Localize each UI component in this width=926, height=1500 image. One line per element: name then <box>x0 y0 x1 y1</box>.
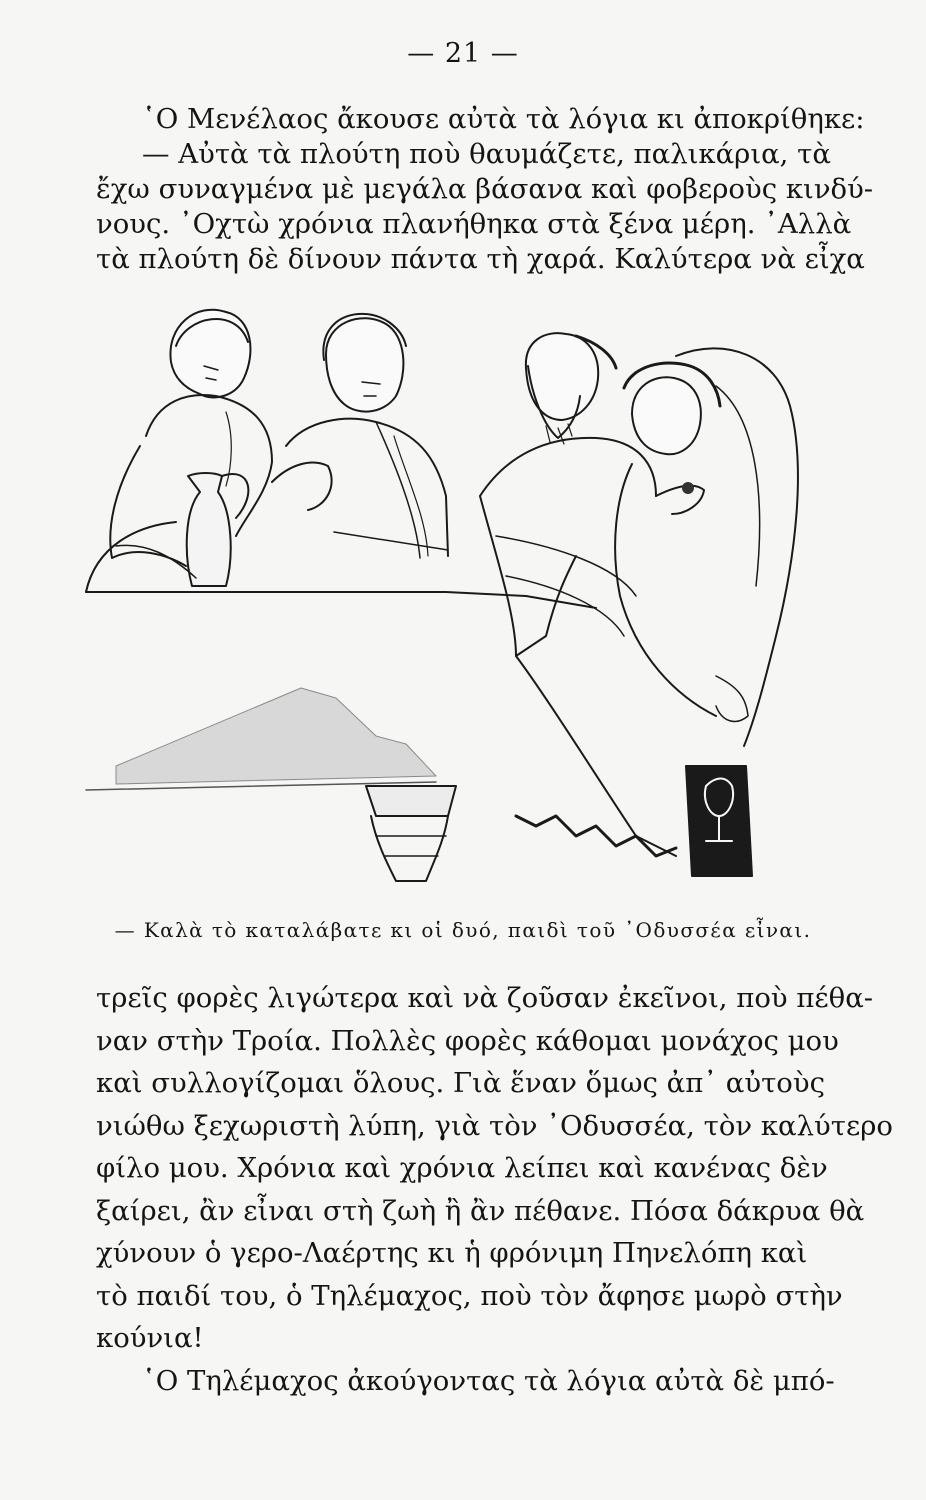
text-line: ῾Ο Τηλέμαχος ἀκούγοντας τὰ λόγια αὐτὰ δὲ μπό- <box>142 1364 835 1397</box>
text-line: τρεῖς φορὲς λιγώτερα καὶ νὰ ζοῦσαν ἐκεῖνοι, ποὺ πέθα- <box>96 982 874 1014</box>
text-line: ξαίρει, ἂν εἶναι στὴ ζωὴ ἢ ἂν πέθανε. Πόσα δάκρυα θὰ <box>96 1194 865 1227</box>
text-line: ἔχω συναγμένα μὲ μεγάλα βάσανα καὶ φοβεροὺς κινδύ- <box>96 173 874 205</box>
page-number: — 21 — <box>407 38 519 69</box>
text-line: ῾Ο Μενέλαος ἄκουσε αὐτὰ τὰ λόγια κι ἀποκρίθηκε: <box>142 103 865 135</box>
text-line: καὶ συλλογίζομαι ὅλους. Γιὰ ἕναν ὅμως ἀπ᾿ αὐτοὺς <box>96 1067 825 1099</box>
text-line: ναν στὴν Τροία. Πολλὲς φορὲς κάθομαι μονάχος μου <box>96 1024 839 1057</box>
text-line: νους. ᾿Οχτὼ χρόνια πλανήθηκα στὰ ξένα μέρη. ᾿Αλλὰ <box>96 208 852 240</box>
text-line: κούνια! <box>96 1322 204 1354</box>
text-line: χύνουν ὁ γερο-Λαέρτης κι ἡ φρόνιμη Πηνελόπη καὶ <box>96 1237 808 1269</box>
banquet-illustration-icon <box>76 296 836 896</box>
illustration-caption: — Καλὰ τὸ καταλάβατε κι οἱ δυό, παιδὶ τοῦ ᾿Οδυσσέα εἶναι. <box>114 918 812 942</box>
text-line: φίλο μου. Χρόνια καὶ χρόνια λείπει καὶ κανένας δὲν <box>96 1152 828 1184</box>
text-line: νιώθω ξεχωριστὴ λύπη, γιὰ τὸν ᾿Οδυσσέα, τὸν καλύτερο <box>96 1109 893 1142</box>
text-line: τὸ παιδί του, ὁ Τηλέμαχος, ποὺ τὸν ἄφησε μωρὸ στὴν <box>96 1279 843 1312</box>
text-line: — Αὐτὰ τὰ πλούτη ποὺ θαυμάζετε, παλικάρια, τὰ <box>142 138 831 170</box>
text-line: τὰ πλούτη δὲ δίνουν πάντα τὴ χαρά. Καλύτερα νὰ εἶχα <box>96 243 865 275</box>
paragraph-top <box>96 102 874 277</box>
paragraph-bottom <box>96 977 893 1402</box>
